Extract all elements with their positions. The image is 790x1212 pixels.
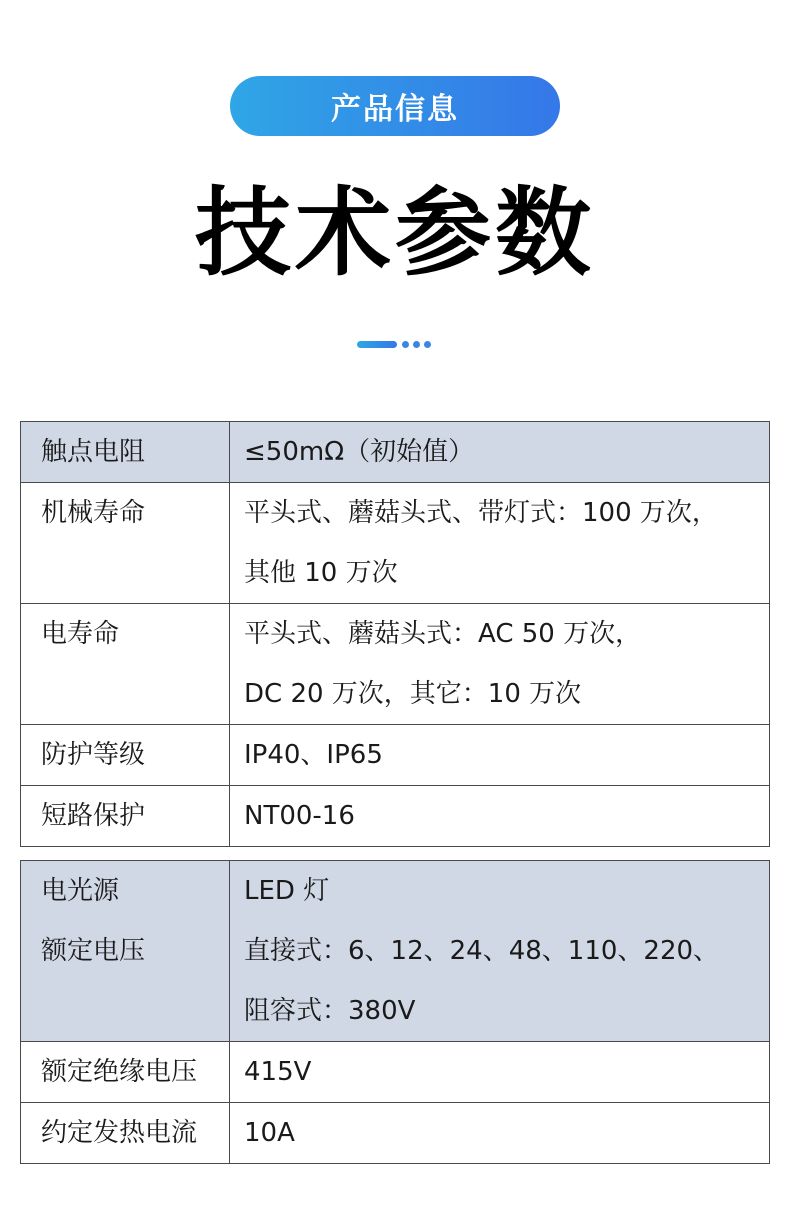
- table-row-short-circuit-protection: [21, 786, 770, 847]
- spec-key: 防护等级: [21, 725, 230, 786]
- spec-value: [230, 725, 770, 786]
- table-row-contact-resistance: [21, 422, 770, 483]
- spec-value-line: 415V: [244, 1057, 312, 1087]
- spec-value: [230, 1103, 770, 1164]
- spec-key: 机械寿命: [21, 483, 230, 604]
- divider-dot: [402, 341, 409, 348]
- spec-value-line: 阻容式：380V: [244, 996, 416, 1026]
- table-row-protection-level: [21, 725, 770, 786]
- table-row-light-source-voltage: [21, 861, 770, 1042]
- section-badge-label: 产品信息: [331, 92, 459, 127]
- spec-value: [230, 786, 770, 847]
- section-badge: [230, 76, 560, 136]
- spec-value: [230, 861, 770, 1042]
- spec-key-line: 约定发热电流: [41, 1118, 198, 1148]
- spec-value-line: 10A: [244, 1118, 295, 1148]
- table-row-thermal-current: [21, 1103, 770, 1164]
- spec-value: [230, 604, 770, 725]
- spec-value-line: 平头式、蘑菇头式、带灯式：100 万次，: [244, 498, 718, 528]
- spec-value-line: IP40、IP65: [244, 740, 383, 770]
- divider-dot: [413, 341, 420, 348]
- spec-key: 电寿命: [21, 604, 230, 725]
- decorative-divider: [357, 339, 435, 349]
- spec-key: [21, 861, 230, 1042]
- spec-key-line: 额定绝缘电压: [41, 1057, 198, 1087]
- spec-value: [230, 483, 770, 604]
- spec-key: 触点电阻: [21, 422, 230, 483]
- spec-table-2: [20, 860, 770, 1164]
- spec-value-line: LED 灯: [244, 876, 330, 906]
- spec-key-line: 电光源: [41, 876, 120, 906]
- page-title: 技术参数: [195, 177, 595, 289]
- table-row-insulation-voltage: [21, 1042, 770, 1103]
- spec-value: [230, 422, 770, 483]
- spec-value-line: DC 20 万次，其它：10 万次: [244, 679, 582, 709]
- divider-bar: [357, 341, 397, 348]
- spec-table-1: [20, 421, 770, 847]
- spec-value-line: 平头式、蘑菇头式：AC 50 万次，: [244, 619, 642, 649]
- spec-value-line: 直接式：6、12、24、48、110、220、: [244, 936, 720, 966]
- table-row-electrical-life: [21, 604, 770, 725]
- spec-value-line: ≤50mΩ（初始值）: [244, 437, 475, 467]
- spec-key: [21, 1103, 230, 1164]
- spec-key: [21, 1042, 230, 1103]
- spec-value-line: 其他 10 万次: [244, 558, 398, 588]
- divider-dot: [424, 341, 431, 348]
- spec-key-line: 额定电压: [41, 936, 146, 966]
- spec-value: [230, 1042, 770, 1103]
- spec-key: 短路保护: [21, 786, 230, 847]
- spec-value-line: NT00-16: [244, 801, 355, 831]
- table-row-mechanical-life: [21, 483, 770, 604]
